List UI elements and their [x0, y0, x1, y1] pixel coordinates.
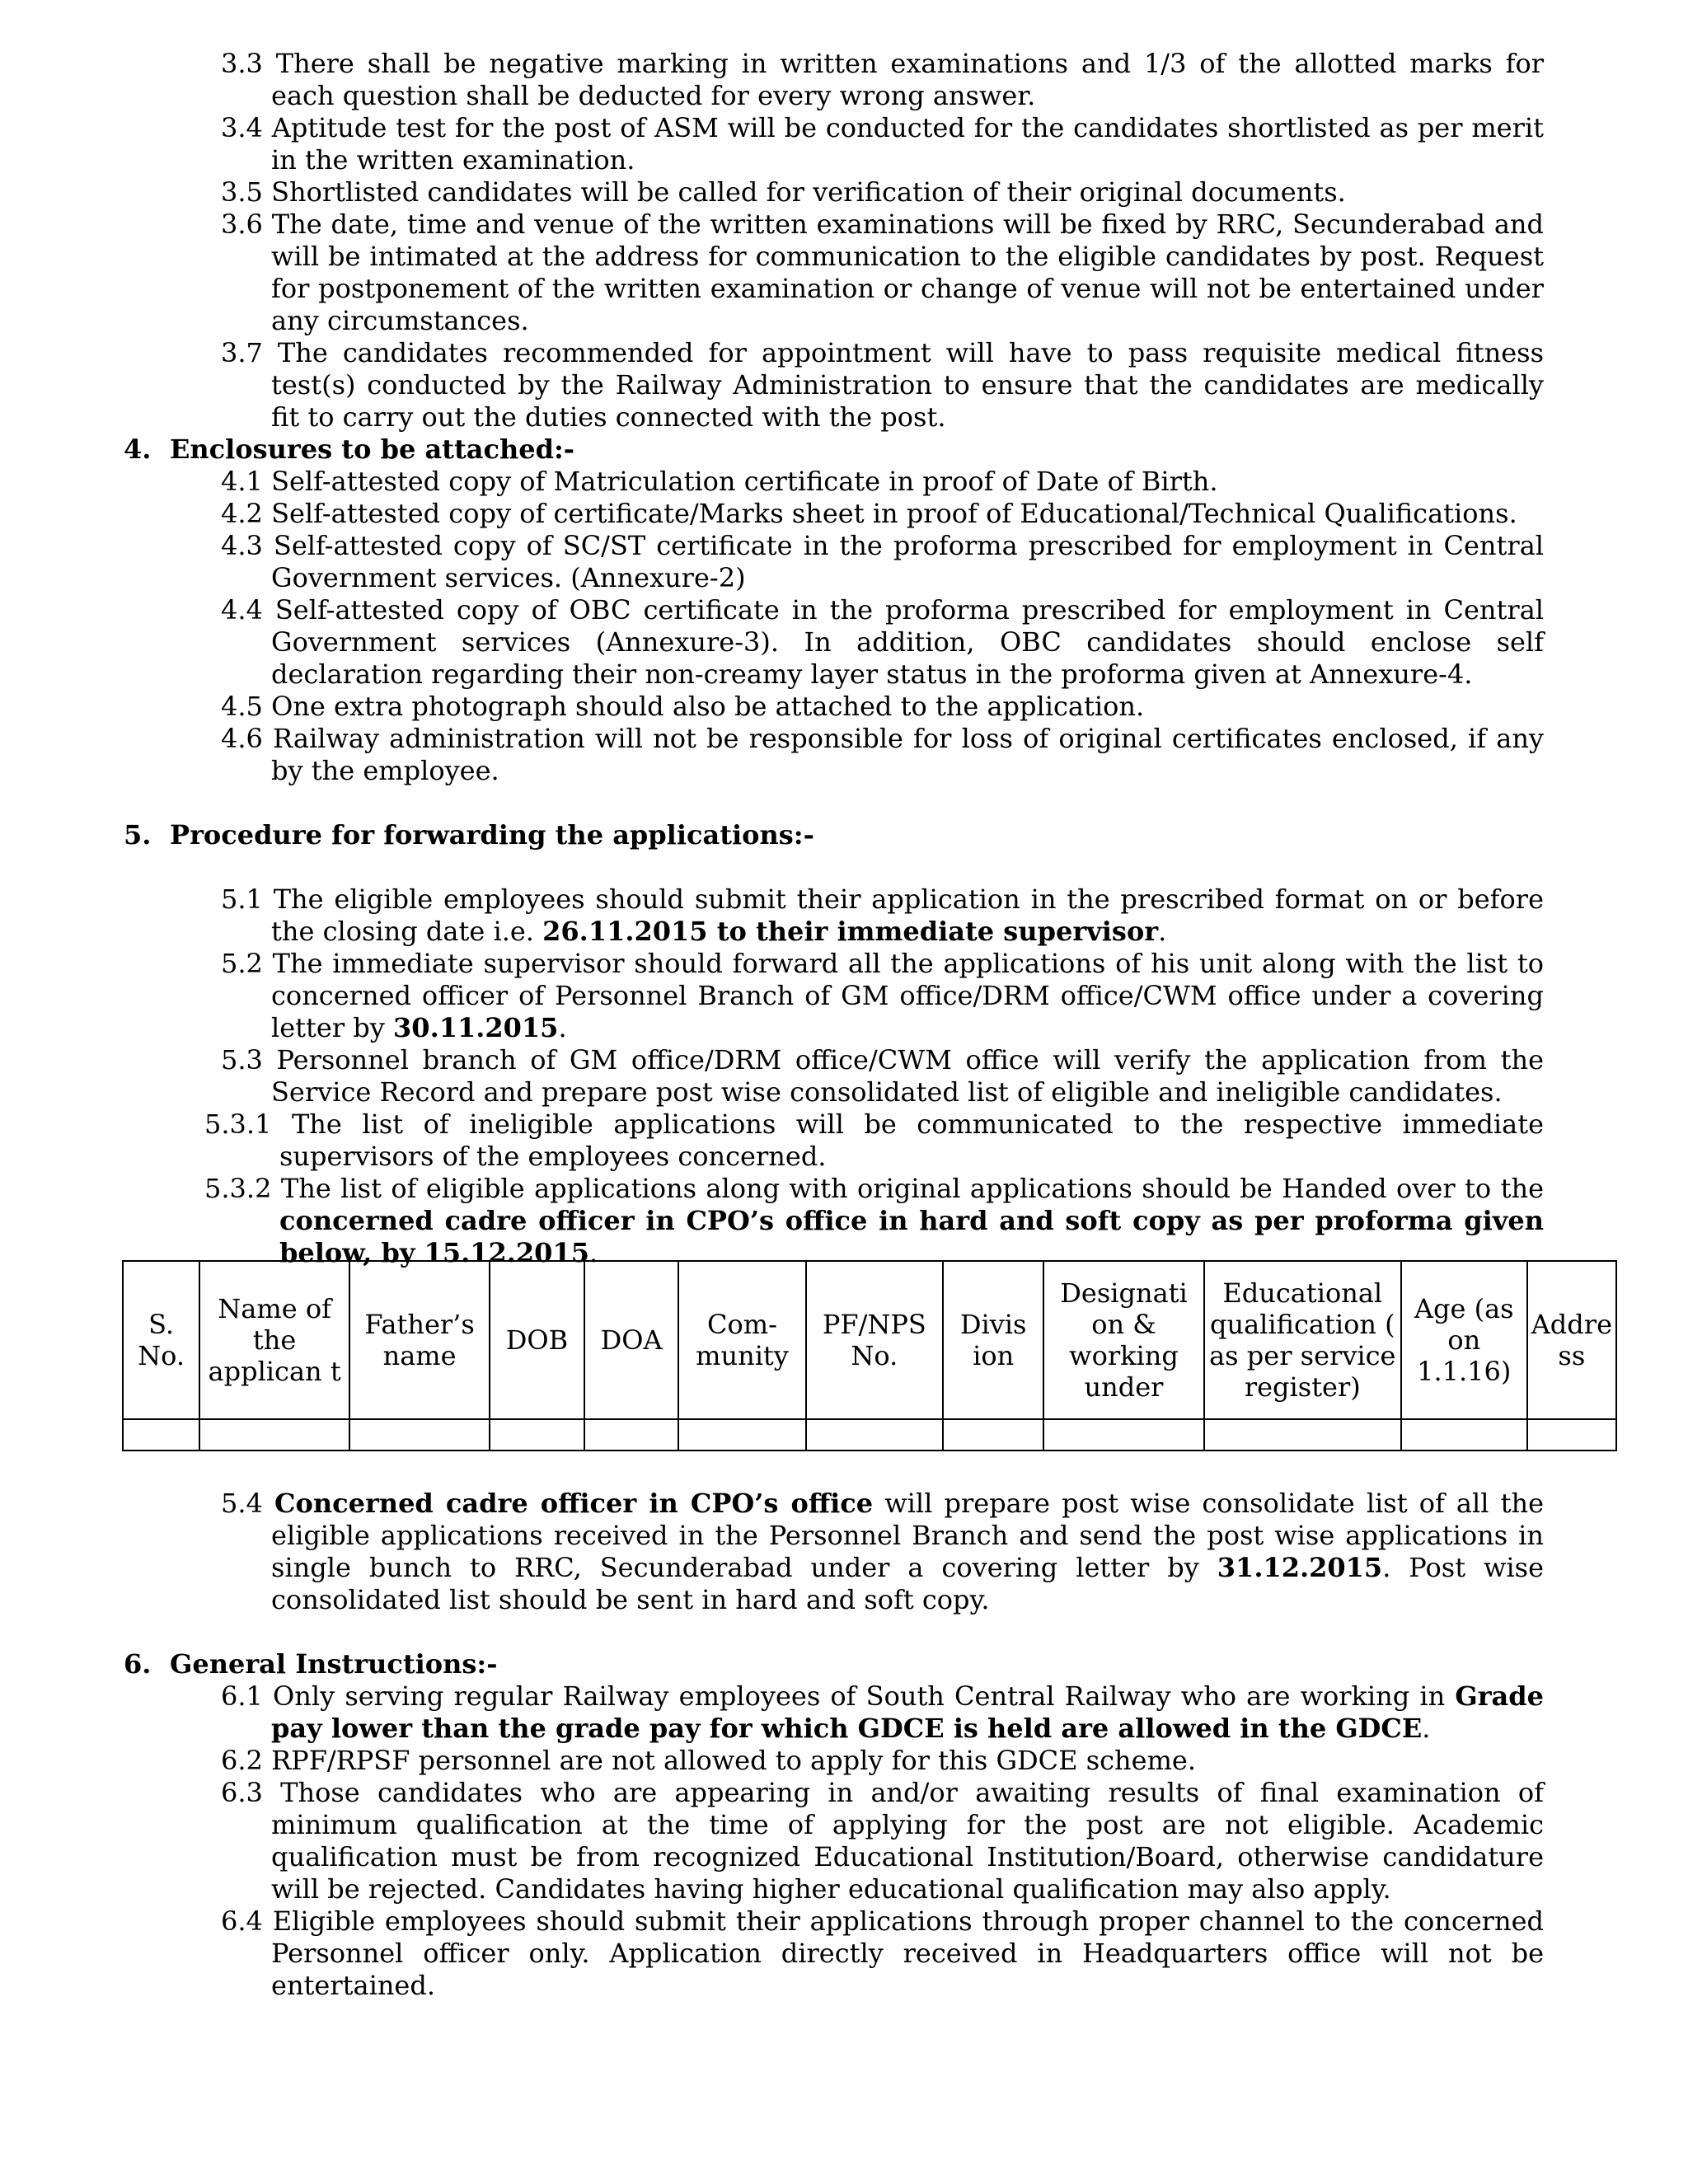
clause-5-3: [221, 1044, 1544, 1108]
clause-5-3-2: [196, 1173, 1544, 1269]
clause-text: Only serving regular Railway employees of South Central Railway who are working in: [273, 1680, 1456, 1712]
clause-number: 6.2: [221, 1745, 263, 1776]
clause-text: Self-attested copy of SC/ST certificate in the proforma prescribed for employment in Central Government services. (Annexure-2): [271, 530, 1545, 593]
section-5-heading: [124, 819, 814, 851]
section-number: 5.: [124, 819, 152, 851]
clause-6-1: [221, 1680, 1544, 1745]
col-name: Name of the applican t: [199, 1261, 349, 1419]
clause-text: Personnel branch of GM office/DRM office/CWM office will verify the application from the Service Record and prepare post wise consolidated list of eligible and ineligible candidates.: [271, 1044, 1545, 1108]
clause-text-end: .: [1158, 916, 1167, 947]
officer-text: Concerned cadre officer in CPO’s office: [274, 1488, 874, 1519]
clause-4-4: [221, 594, 1544, 691]
clause-number: 4.3: [221, 530, 263, 561]
col-community: Com- munity: [678, 1261, 805, 1419]
clause-number: 3.5: [221, 176, 263, 208]
col-division: Divis ion: [943, 1261, 1043, 1419]
clause-number: 3.7: [221, 337, 263, 368]
clause-number: 5.3.2: [204, 1173, 272, 1204]
deadline-text: 26.11.2015 to their immediate supervisor: [542, 916, 1159, 947]
clause-text: Self-attested copy of Matriculation certificate in proof of Date of Birth.: [271, 466, 1218, 497]
clause-text-end: .: [558, 1012, 567, 1043]
clause-text: RPF/RPSF personnel are not allowed to apply for this GDCE scheme.: [271, 1745, 1197, 1776]
col-address: Addre ss: [1527, 1261, 1616, 1419]
clause-number: 5.2: [221, 948, 263, 979]
clause-number: 6.4: [221, 1905, 263, 1937]
eligibility-text: Grade pay lower than the grade pay for which GDCE is held are allowed in the GDCE: [271, 1680, 1545, 1744]
clause-text: One extra photograph should also be attached to the application.: [271, 691, 1145, 722]
section-title: Enclosures to be attached:-: [170, 434, 575, 465]
clause-text: Self-attested copy of OBC certificate in the proforma prescribed for employment in Central Government services (Annexure-3). In addition, OBC candidates should enclose self declaration regarding their non-creamy layer status in the proforma given at Annexure-4.: [271, 594, 1545, 690]
col-doa: DOA: [584, 1261, 679, 1419]
clause-3-6: [221, 209, 1544, 337]
col-designation: Designati on & working under: [1043, 1261, 1204, 1419]
col-age: Age (as on 1.1.16): [1401, 1261, 1527, 1419]
clause-number: 5.3.1: [204, 1108, 272, 1140]
clause-3-7: [221, 337, 1544, 434]
clause-6-2: [221, 1745, 1544, 1777]
clause-text: The list of ineligible applications will be communicated to the respective immediate supervisors of the employees concerned.: [279, 1108, 1545, 1172]
clause-text: The immediate supervisor should forward all the applications of his unit along with the list to concerned officer of Personnel Branch of GM office/DRM office/CWM office under a covering letter by: [271, 948, 1545, 1043]
clause-number: 5.3: [221, 1044, 263, 1076]
clause-number: 5.1: [221, 883, 263, 915]
section-number: 4.: [124, 434, 152, 465]
section-title: General Instructions:-: [170, 1648, 498, 1680]
clause-number: 6.1: [221, 1680, 263, 1712]
clause-text: will prepare post wise consolidate list of all the eligible applications received in the Personnel Branch and send the post wise applications in single bunch to RRC, Secunderabad under a covering letter by: [271, 1488, 1545, 1583]
section-title: Procedure for forwarding the applications:-: [170, 819, 814, 851]
clause-text-end: . Post wise consolidated list should be sent in hard and soft copy.: [271, 1552, 1545, 1615]
clause-number: 4.5: [221, 691, 263, 722]
col-father-name: Father’s name: [349, 1261, 490, 1419]
clause-4-2: [221, 498, 1544, 530]
col-pf-nps: PF/NPS No.: [806, 1261, 943, 1419]
clause-text: The date, time and venue of the written examinations will be fixed by RRC, Secunderabad and will be intimated at the address for communication to the eligible candidates by post. Request for postponement of the written examination or change of venue will not be entertained under any circumstances.: [271, 209, 1545, 336]
clause-5-4: [221, 1488, 1544, 1616]
deadline-text: 30.11.2015: [393, 1012, 559, 1043]
deadline-text: concerned cadre officer in CPO’s office in hard and soft copy as per proforma given below, by 15.12.2015: [279, 1205, 1544, 1268]
clause-number: 5.4: [221, 1488, 263, 1519]
table-row: [123, 1419, 1616, 1451]
clause-3-4: [221, 112, 1544, 176]
section-number: 6.: [124, 1648, 152, 1680]
section-6-heading: [124, 1648, 498, 1680]
col-dob: DOB: [490, 1261, 584, 1419]
col-education: Educational qualification ( as per service register): [1204, 1261, 1401, 1419]
clause-4-5: [221, 691, 1544, 723]
clause-3-3: [221, 48, 1544, 112]
clause-text: Those candidates who are appearing in and/or awaiting results of final examination of minimum qualification at the time of applying for the post are not eligible. Academic qualification must be from recognized Educational Institution/Board, otherwise candidature will be rejected. Candidates having higher educational qualification may also apply.: [271, 1777, 1545, 1905]
clause-6-3: [221, 1777, 1544, 1905]
clause-5-2: [221, 948, 1544, 1044]
clause-text: The candidates recommended for appointment will have to pass requisite medical fitness test(s) conducted by the Railway Administration to ensure that the candidates are medically fit to carry out the duties connected with the post.: [271, 337, 1545, 433]
clause-5-1: [221, 883, 1544, 948]
clause-number: 6.3: [221, 1777, 263, 1808]
clause-text: Railway administration will not be responsible for loss of original certificates enclosed, if any by the employee.: [271, 723, 1545, 786]
clause-text: Eligible employees should submit their applications through proper channel to the concerned Personnel officer only. Application directly received in Headquarters office will not be entertained.: [271, 1905, 1545, 2001]
clause-number: 3.3: [221, 48, 263, 79]
clause-text: The eligible employees should submit their application in the prescribed format on or before the closing date i.e.: [271, 883, 1544, 947]
clause-text-end: .: [588, 1237, 598, 1268]
clause-5-3-1: [196, 1108, 1544, 1173]
clause-number: 4.4: [221, 594, 263, 626]
clause-number: 4.2: [221, 498, 263, 529]
clause-number: 4.1: [221, 466, 263, 497]
clause-text: There shall be negative marking in written examinations and 1/3 of the allotted marks for each question shall be deducted for every wrong answer.: [271, 48, 1545, 111]
clause-6-4: [221, 1905, 1544, 2002]
deadline-text: 31.12.2015: [1217, 1552, 1383, 1583]
clause-text: Shortlisted candidates will be called for verification of their original documents.: [271, 176, 1346, 208]
clause-text: Aptitude test for the post of ASM will be conducted for the candidates shortlisted as per merit in the written examination.: [271, 112, 1545, 176]
col-sno: S. No.: [123, 1261, 199, 1419]
clause-text: Self-attested copy of certificate/Marks sheet in proof of Educational/Technical Qualifications.: [271, 498, 1517, 529]
clause-text-end: .: [1422, 1713, 1431, 1744]
clause-number: 3.6: [221, 209, 263, 240]
clause-4-6: [221, 723, 1544, 787]
section-4-heading: [124, 434, 574, 466]
clause-3-5: [221, 176, 1544, 209]
clause-4-3: [221, 530, 1544, 594]
clause-number: 4.6: [221, 723, 263, 754]
proforma-table: [122, 1260, 1617, 1451]
clause-number: 3.4: [221, 112, 263, 143]
table-header-row: [123, 1261, 1616, 1419]
clause-4-1: [221, 466, 1544, 498]
clause-text: The list of eligible applications along with original applications should be Handed over to the: [280, 1173, 1545, 1204]
